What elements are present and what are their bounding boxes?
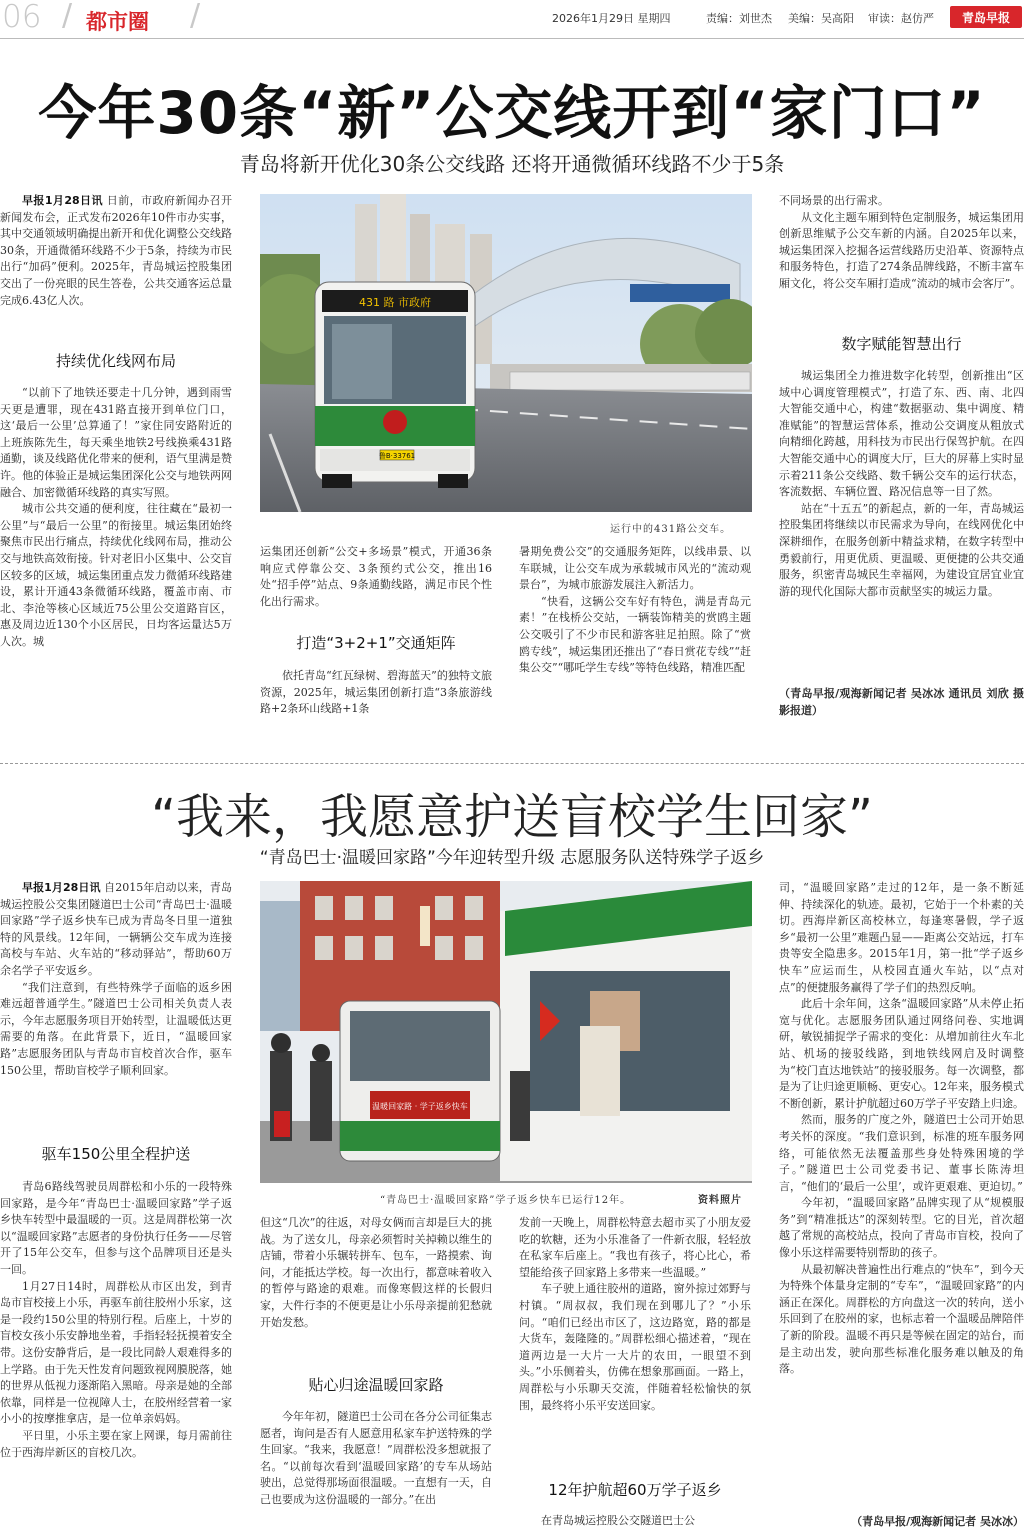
paragraph: 此后十余年间，这条“温暖回家路”从未停止拓宽与优化。志愿服务团队通过网络问卷、实地调研，敏锐捕捉学子需求的变化：从增加前往火车北站、机场的接驳线路，到地铁线网启及时调整为“校门直达地铁站”的接驳服务。每一次调整，都是为了让归途更顺畅、更安心。12年来，服务模式不断创新，累计护航超过60万学子平安踏上归途。 [779,997,1024,1110]
paragraph: 然而，服务的广度之外，隧道巴士公司开始思考关怀的深度。“我们意识到，标准的班车服务网络，可能依然无法覆盖那些身处特殊困境的学子。”隧道巴士公司党委书记、董事长陈涛坦言，“他们的‘最后一公里’，或许更艰难、更迫切。” [779,1113,1024,1193]
paragraph: 从文化主题车厢到特色定制服务，城运集团用创新思维赋予公交车新的内涵。自2025年以来，城运集团深入挖掘各运营线路历史沿革、资源特点和服务特色，打造了274条品牌线路，不断丰富车厢文化，将公交车厢打造成“流动的城市会客厅”。 [779,210,1024,290]
article2-photo-source: 资料照片 [698,1195,742,1206]
paragraph: 城运集团全力推进数字化转型，创新推出“区域中心调度管理模式”，打造了东、西、南、北四大智能交通中心，构建“数据驱动、集中调度、精准赋能”的智慧运营体系，推动公交调度从粗放式向精细化跨越，用科技为市民出行保驾护航。在四大智能交通中心的调度大厅，巨大的屏幕上实时显示着211条公交线路、数千辆公交车的运行状态，客流数据、车辆位置、路况信息等一目了然。 [779,369,1024,499]
paragraph: 但这“几次”的往返，对母女俩而言却是巨大的挑战。为了送女儿，母亲必须暂时关掉赖以维生的店铺，带着小乐辗转拼车、包车，一路摸索、询问，才能抵达学校。每一次出行，都意味着收入的暂停与路途的艰难。而像寒假这样的长假归家，大件行李的不便更是让小乐母亲提前犯愁就开始发愁。 [260,1216,492,1329]
paragraph: 今年年初，隧道巴士公司在各分公司征集志愿者，询问是否有人愿意用私家车护送特殊的学生回家。“我来，我愿意！”周群松没多想就报了名。“以前每次看到‘温暖回家路’的专车从场站驶出，总觉得那场面很温暖。一直想有一天，自己也要成为这份温暖的一部分。”在出 [260,1410,492,1506]
article2-headline: “我来，我愿意护送盲校学生回家” [151,789,873,845]
paragraph: 日前，市政府新闻办召开新闻发布会，正式发布2026年10件市办实事，其中交通领域明确提出新开和优化调整公交线路30条，开通微循环线路不少于5条，持续为市民出行“加码”便利。2025年，青岛城运控股集团交出了一份亮眼的民生答卷，公共交通客运总量完成6.43亿人次。 [0,194,232,307]
article2-col1-body [0,1179,232,1531]
page-number: 06 [2,0,42,35]
article1-col4-body [779,368,1024,686]
paragraph: “以前下了地铁还要走十几分钟，遇到雨雪天更是遭罪，现在431路直接开到单位门口，这‘最后一公里’总算通了！”家住同安路附近的上班族陈先生，每天乘坐地铁2号线换乘431路通勤，谈及线路优化带来的便利，语气里满是赞许。他的体验正是城运集团深化公交与地铁两网融合、加密微循环线路的真实写照。 [0,386,232,499]
page-header [0,0,1024,40]
section-name: 都市圈 [86,10,149,34]
paragraph: 依托青岛“红瓦绿树、碧海蓝天”的独特文旅资源，2025年，城运集团创新打造“3条旅游线路+2条环山线路+1条 [260,669,492,716]
bus-banner-text: 温暖回家路 · 学子返乡快车 [372,1102,468,1111]
bus-photo-image [260,194,752,512]
bus-plate: 鲁B·33761 [378,452,416,460]
separator-slash: / [190,0,201,33]
article1-credit [779,686,1024,722]
article1-col3 [519,544,751,720]
paragraph: 不同场景的出行需求。 [779,194,889,207]
article2-subheadline: “青岛巴士·温暖回家路”今年迎转型升级 志愿服务队送特殊学子返乡 [259,848,765,868]
article1-photo [260,194,752,512]
paragraph: 今年初，“温暖回家路”品牌实现了从“规模服务”到“精准抵达”的深刻转型。它的目光，首次超越了常规的高校站点，投向了青岛市盲校，投向了像小乐这样需要特别帮助的孩子。 [779,1196,1024,1260]
article1-col1-body [0,385,232,720]
proofreader: 审读：赵仿严 [868,12,934,25]
paragraph: 城市公共交通的便利度，往往藏在“最初一公里”与“最后一公里”的衔接里。城运集团始终聚焦市民出行痛点，持续优化线网布局，推动公交与地铁高效衔接。针对老旧小区集中、公交盲区较多的区域，城运集团重点发力微循环线路建设，累计开通43条微循环线路，覆盖市南、市北、李沧等核心区域近75公里公交道路盲区，惠及周边近130个小区居民，日均客运量达5万人次。城 [0,502,232,648]
paragraph: 发前一天晚上，周群松特意去超市买了小朋友爱吃的软糖，还为小乐准备了一件新衣服，轻轻放在私家车后座上。“我也有孩子，将心比心，希望能给孩子回家路上多带来一些温暖。” [519,1216,751,1279]
article2-col2-top [260,1215,492,1360]
art-editor: 美编：吴高阳 [788,12,854,25]
paragraph: “我们注意到，有些特殊学子面临的返乡困难远超普通学生。”隧道巴士公司相关负责人表示，今年志愿服务项目开始转型，让温暖低达更需要的角落。在此背景下，近日，“温暖回家路”志愿服务团队与青岛市盲校首次合作，驱车150公里，帮助盲校学子顺利回家。 [0,980,232,1077]
article1-col2-body [260,668,492,720]
paragraph: 站在“十五五”的新起点，新的一年，青岛城运控股集团将继续以市民需求为导向，在线网优化中深耕细作，在服务创新中精益求精，在数字转型中勇毅前行，用更优质、更温暖、更便捷的公共交通服务，织密青岛城民生幸福网，为建设宜居宜业宜游的现代化国际大都市贡献坚实的城运力量。 [779,501,1024,598]
article1-subhead-1: 持续优化线网布局 [55,352,176,370]
article2-photo-caption: “青岛巴士·温暖回家路”学子返乡快车已运行12年。 [380,1195,632,1206]
article2-col4 [779,880,1024,1513]
article1-subheadline: 青岛将新开优化30条公交线路 还将开通微循环线路不少于5条 [239,152,785,176]
article2-col3 [519,1215,751,1463]
dateline: 早报1月28日讯 [22,194,103,207]
paragraph: 运集团还创新“公交+多场景”模式，开通36条响应式停靠公交、3条预约式公交，推出16处“招手停”站点、9条通勤线路，满足市民个性化出行需求。 [260,545,492,608]
paragraph: 在青岛城运控股公交隧道巴士公 [541,1514,695,1527]
newspaper-logo: 青岛早报 [950,6,1022,28]
article1-col1-top [0,193,232,341]
article-divider [0,763,1024,765]
article2-col2-body [260,1409,492,1531]
article2-credit [779,1514,1024,1531]
article1-photo-caption: 运行中的431路公交车。 [610,524,732,535]
paragraph: 司，“温暖回家路”走过的12年，是一条不断延伸、持续深化的轨迹。最初，它始于一个朴素的关切。西海岸新区高校林立，每逢寒暑假，学子返乡“最初一公里”难题凸显——距离公交站远，打车贵等安全隐患多。2015年1月，第一批“学子返乡快车”应运而生，从校园直通火车站，以“点对点”的便捷服务赢得了学子们的热烈反响。 [779,881,1024,994]
volunteer-bus-photo-image [260,881,752,1183]
paragraph: 暑期免费公交”的交通服务矩阵，以线串景、以车联城，让公交车成为承载城市风光的“流动观景台”，为城市旅游发展注入新活力。 [519,545,751,592]
article2-photo [260,881,752,1183]
paragraph: 青岛6路线驾驶员周群松和小乐的一段特殊回家路，是今年“青岛巴士·温暖回家路”学子返乡快车转型中最温暖的一页。这是周群松第一次以“温暖回家路”志愿者的身份执行任务——尽管开了15年公交车，但参与这个品牌项目还是头一回。 [0,1180,232,1276]
dateline: 早报1月28日讯 [22,881,101,894]
article2-subhead-1: 驱车150公里全程护送 [41,1145,191,1163]
article2-subhead-2: 贴心归途温暖回家路 [308,1376,444,1394]
article1-headline: 今年30条“新”公交线开到“家门口” [38,79,986,147]
article1-col4-top [779,193,1024,317]
article2-col1-top [0,880,232,1130]
chief-editor: 责编：刘世杰 [706,12,772,25]
paragraph: 自2015年启动以来，青岛城运控股公交集团隧道巴士公司“青岛巴士·温暖回家路”学子返乡快车已成为青岛冬日里一道独特的风景线。12年间，一辆辆公交车成为连接高校与车站、火车站的“移动驿站”，帮助60万余名学子平安返乡。 [0,881,232,977]
header-rule [0,38,1024,39]
paragraph: “快看，这辆公交车好有特色，满是青岛元素！”在栈桥公交站，一辆装饰精美的赏鸥主题公交吸引了不少市民和游客驻足拍照。除了“赏鸥专线”，城运集团还推出了“春日赏花专线”“赶集公交”“哪吒学生专线”等特色线路，精准匹配 [519,594,751,675]
paragraph: 车子驶上通往胶州的道路，窗外掠过郊野与村镇。“周叔叔，我们现在到哪儿了？”小乐问。“咱们已经出市区了，这边路宽，路的都是大货车，轰隆隆的。”周群松细心描述着，“现在道两边是一大片一大片的农田，一眼望不到头。”小乐侧着头，仿佛在想象那画面。一路上，周群松与小乐聊天交流，伴随着轻松愉快的氛围，最终将小乐平安送回家。 [519,1282,751,1412]
byline: （青岛早报/观海新闻记者 吴冰冰） [851,1515,1024,1528]
issue-date: 2026年1月29日 星期四 [552,12,671,25]
article1-col2-top [260,544,492,614]
paragraph: 1月27日14时，周群松从市区出发，到青岛市盲校接上小乐，再驱车前往胶州小乐家，这是一段约150公里的特别行程。后座上，十岁的盲校女孩小乐安静地坐着，手指轻轻抚摸着安全带。这份安静背后，是一段比同龄人艰难得多的上学路。由于先天性发育问题致视网膜脱落，她的世界从低视力逐渐陷入黑暗。母亲是她的全部依靠，同样是一位视障人士，在胶州经营着一家小小的按摩推拿店，是一位单亲妈妈。 [0,1279,232,1426]
article2-subhead-3: 12年护航超60万学子返乡 [548,1481,722,1499]
paragraph: 从最初解决普遍性出行难点的“快车”，到今天为特殊个体量身定制的“专车”，“温暖回家路”的内涵正在深化。周群松的方向盘这一次的转向，送小乐回到了在胶州的家，也标志着一个温暖品牌陪伴了新的阶段。温暖不再只是等候在固定的站台，而是主动出发，驶向那些标准化服务难以触及的角落。 [779,1262,1024,1376]
paragraph: 平日里，小乐主要在家上网课，每月需前往位于西海岸新区的盲校几次。 [0,1428,232,1459]
bus-destination-sign: 431 路 市政府 [359,296,431,309]
article2-col3-body [519,1513,751,1531]
byline: （青岛早报/观海新闻记者 吴冰冰 通讯员 刘欣 摄影报道） [779,687,1024,717]
separator-slash: / [62,0,73,33]
article1-subhead-3: 数字赋能智慧出行 [841,335,962,353]
article1-subhead-2: 打造“3+2+1”交通矩阵 [296,634,456,652]
